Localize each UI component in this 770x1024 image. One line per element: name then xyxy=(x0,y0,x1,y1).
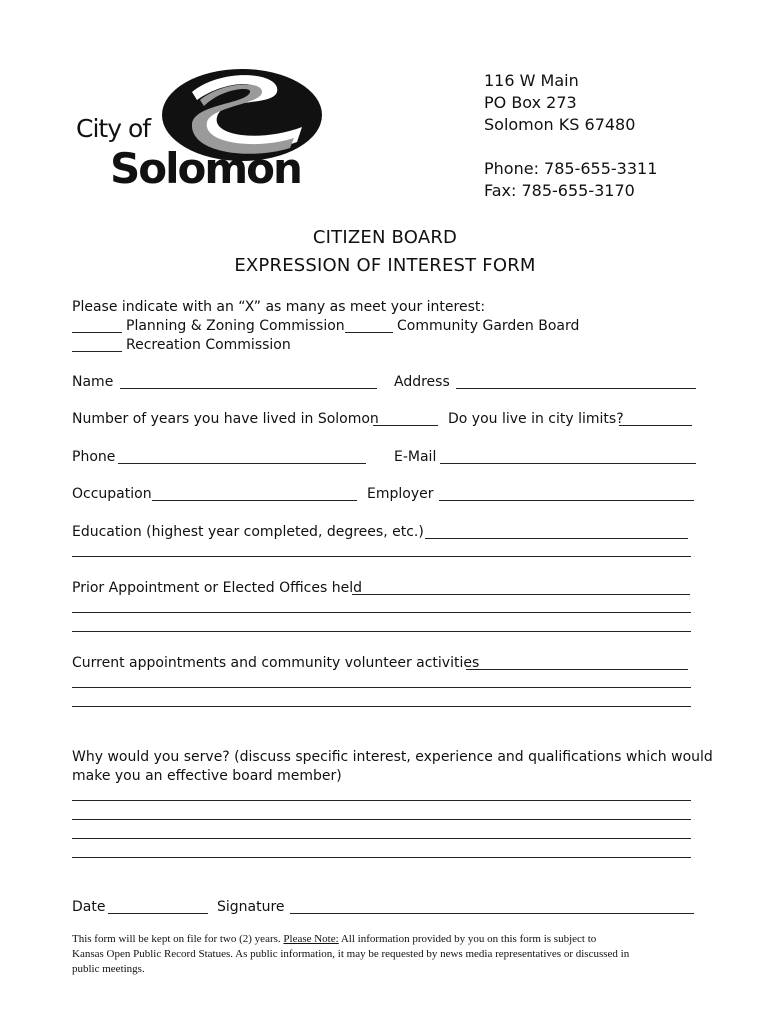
years-field[interactable] xyxy=(373,425,438,426)
why-serve-field-line4[interactable] xyxy=(72,857,691,858)
name-field[interactable] xyxy=(120,388,377,389)
occupation-label: Occupation xyxy=(72,486,152,502)
city-logo xyxy=(72,62,332,212)
email-field[interactable] xyxy=(440,463,696,464)
occupation-field[interactable] xyxy=(152,500,357,501)
signature-field[interactable] xyxy=(290,913,694,914)
footer-text-part1: This form will be kept on file for two (2) years. xyxy=(72,933,284,945)
date-field[interactable] xyxy=(108,913,208,914)
why-serve-field-line3[interactable] xyxy=(72,838,691,839)
city-limits-label: Do you live in city limits? xyxy=(448,411,624,427)
address-line3: Solomon KS 67480 xyxy=(484,115,636,134)
footer-note xyxy=(72,932,732,977)
phone-number: Phone: 785-655-3311 xyxy=(484,159,658,178)
email-label: E-Mail xyxy=(394,449,437,465)
current-activities-field-line2[interactable] xyxy=(72,687,691,688)
interest-option-planning: Planning & Zoning Commission xyxy=(126,318,345,334)
employer-label: Employer xyxy=(367,486,434,502)
address-block xyxy=(484,70,657,202)
footer-text-part2: All information provided by you on this form is subject to xyxy=(338,933,597,945)
address-label: Address xyxy=(394,374,450,390)
why-serve-field-line2[interactable] xyxy=(72,819,691,820)
form-title-line2: EXPRESSION OF INTEREST FORM xyxy=(234,255,536,276)
logo-solomon-text: Solomon xyxy=(110,144,301,193)
education-field[interactable] xyxy=(425,538,688,539)
interest-option-garden: Community Garden Board xyxy=(397,318,580,334)
why-serve-field-line1[interactable] xyxy=(72,800,691,801)
interest-blank-garden[interactable] xyxy=(345,332,393,333)
prior-offices-field[interactable] xyxy=(352,594,690,595)
logo-city-of-text: City of xyxy=(76,114,151,143)
why-serve-label-line2: make you an effective board member) xyxy=(72,768,342,784)
current-activities-field[interactable] xyxy=(466,669,688,670)
prior-offices-field-line2[interactable] xyxy=(72,612,691,613)
why-serve-label-line1: Why would you serve? (discuss specific interest, experience and qualifications which would xyxy=(72,749,713,765)
interest-prompt: Please indicate with an “X” as many as meet your interest: xyxy=(72,299,486,315)
address-field[interactable] xyxy=(456,388,696,389)
name-label: Name xyxy=(72,374,114,390)
interest-blank-recreation[interactable] xyxy=(72,351,122,352)
footer-please-note: Please Note: xyxy=(283,933,339,945)
prior-offices-field-line3[interactable] xyxy=(72,631,691,632)
footer-text-line2: Kansas Open Public Record Statues. As public information, it may be requested by news media representatives or discussed in xyxy=(72,948,630,960)
interest-blank-planning[interactable] xyxy=(72,332,122,333)
date-label: Date xyxy=(72,899,106,915)
form-title-line1: CITIZEN BOARD xyxy=(312,227,458,248)
signature-label: Signature xyxy=(217,899,285,915)
employer-field[interactable] xyxy=(439,500,694,501)
education-field-line2[interactable] xyxy=(72,556,691,557)
fax-number: Fax: 785-655-3170 xyxy=(484,181,635,200)
prior-offices-label: Prior Appointment or Elected Offices held xyxy=(72,580,362,596)
city-limits-field[interactable] xyxy=(619,425,692,426)
address-line2: PO Box 273 xyxy=(484,93,577,112)
interest-option-recreation: Recreation Commission xyxy=(126,337,291,353)
phone-field[interactable] xyxy=(118,463,366,464)
footer-text-line3: public meetings. xyxy=(72,963,145,975)
address-line1: 116 W Main xyxy=(484,71,579,90)
phone-label: Phone xyxy=(72,449,116,465)
current-activities-label: Current appointments and community volunteer activities xyxy=(72,655,480,671)
education-label: Education (highest year completed, degrees, etc.) xyxy=(72,524,424,540)
years-label: Number of years you have lived in Solomon xyxy=(72,411,379,427)
current-activities-field-line3[interactable] xyxy=(72,706,691,707)
